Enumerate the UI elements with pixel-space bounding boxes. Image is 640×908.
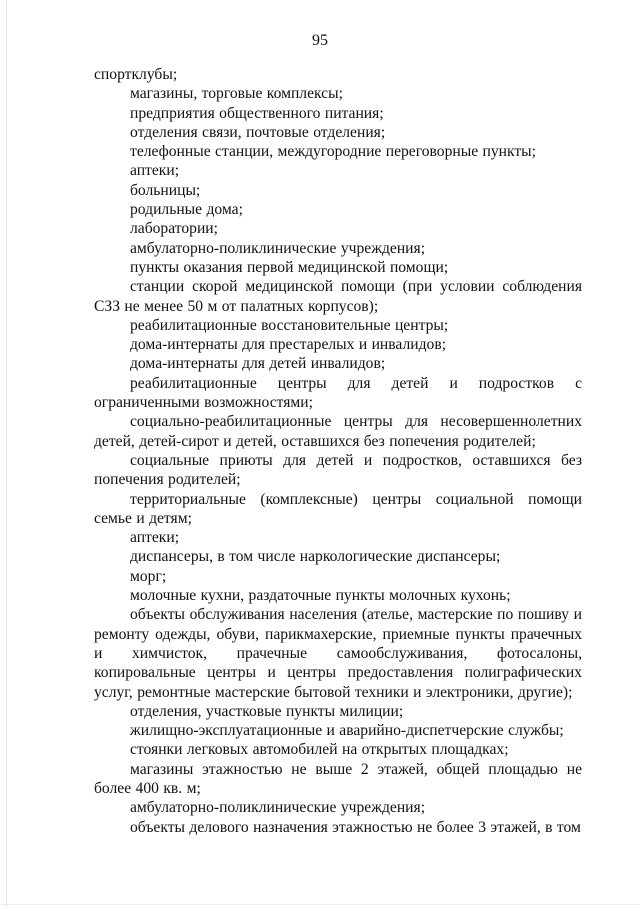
paragraph: реабилитационные центры для детей и подростков с ограниченными возможностями; <box>94 374 582 412</box>
paragraph: жилищно-эксплуатационные и аварийно-диспетчерские службы; <box>130 722 564 740</box>
paragraph: пункты оказания первой медицинской помощи; <box>130 258 449 276</box>
paragraph: предприятия общественного питания; <box>130 104 384 122</box>
paragraph: телефонные станции, междугородние переговорные пункты; <box>130 143 536 161</box>
paragraph: аптеки; <box>130 162 180 180</box>
paragraph: реабилитационные восстановительные центры; <box>130 316 449 334</box>
paragraph: станции скорой медицинской помощи (при условии соблюдения СЗЗ не менее 50 м от палатных корпусов); <box>94 278 582 315</box>
paragraph: морг; <box>130 567 167 585</box>
paragraph: отделения, участковые пункты милиции; <box>130 702 404 720</box>
paragraph: территориальные (комплексные) центры социальной помощи семье и детям; <box>94 490 582 527</box>
paragraph: молочные кухни, раздаточные пункты молочных кухонь; <box>130 587 511 605</box>
paragraph: социально-реабилитационные центры для несовершеннолетних детей, детей-сирот и детей, оставшихся без попечения родителей; <box>94 413 582 450</box>
paragraph: дома-интернаты для детей инвалидов; <box>130 355 386 373</box>
paragraph: дома-интернаты для престарелых и инвалидов; <box>130 336 447 354</box>
paragraph: спортклубы; <box>94 66 178 83</box>
document-body <box>94 65 582 837</box>
paragraph: магазины этажностью не выше 2 этажей, общей площадью не более 400 кв. м; <box>94 760 582 797</box>
page-number: 95 <box>312 32 328 49</box>
paragraph: лаборатории; <box>130 220 218 238</box>
paragraph: стоянки легковых автомобилей на открытых площадках; <box>130 741 509 759</box>
paragraph: амбулаторно-поликлинические учреждения; <box>130 799 426 817</box>
paragraph: родильные дома; <box>130 201 243 219</box>
paragraph: больницы; <box>130 181 201 199</box>
paragraph: аптеки; <box>130 529 180 547</box>
paragraph: социальные приюты для детей и подростков, оставшихся без попечения родителей; <box>94 451 582 489</box>
paragraph: амбулаторно-поликлинические учреждения; <box>130 239 426 257</box>
paragraph: объекты делового назначения этажностью не более 3 этажей, в том <box>130 818 581 836</box>
paragraph: отделения связи, почтовые отделения; <box>130 123 386 141</box>
scan-edge-line <box>6 0 7 908</box>
scan-bottom-line <box>0 904 640 905</box>
paragraph: диспансеры, в том числе наркологические диспансеры; <box>130 548 501 566</box>
paragraph: магазины, торговые комплексы; <box>130 85 343 103</box>
paragraph: объекты обслуживания населения (ателье, мастерские по пошиву и ремонту одежды, обуви, парикмахерские, приемные пункты прачечных и химчисток, прачечные самообслуживания, фотосалоны, копировальные центры и центры предоставления полиграфических услуг, ремонтные мастерские бытовой техники и электроники, другие); <box>94 606 582 701</box>
